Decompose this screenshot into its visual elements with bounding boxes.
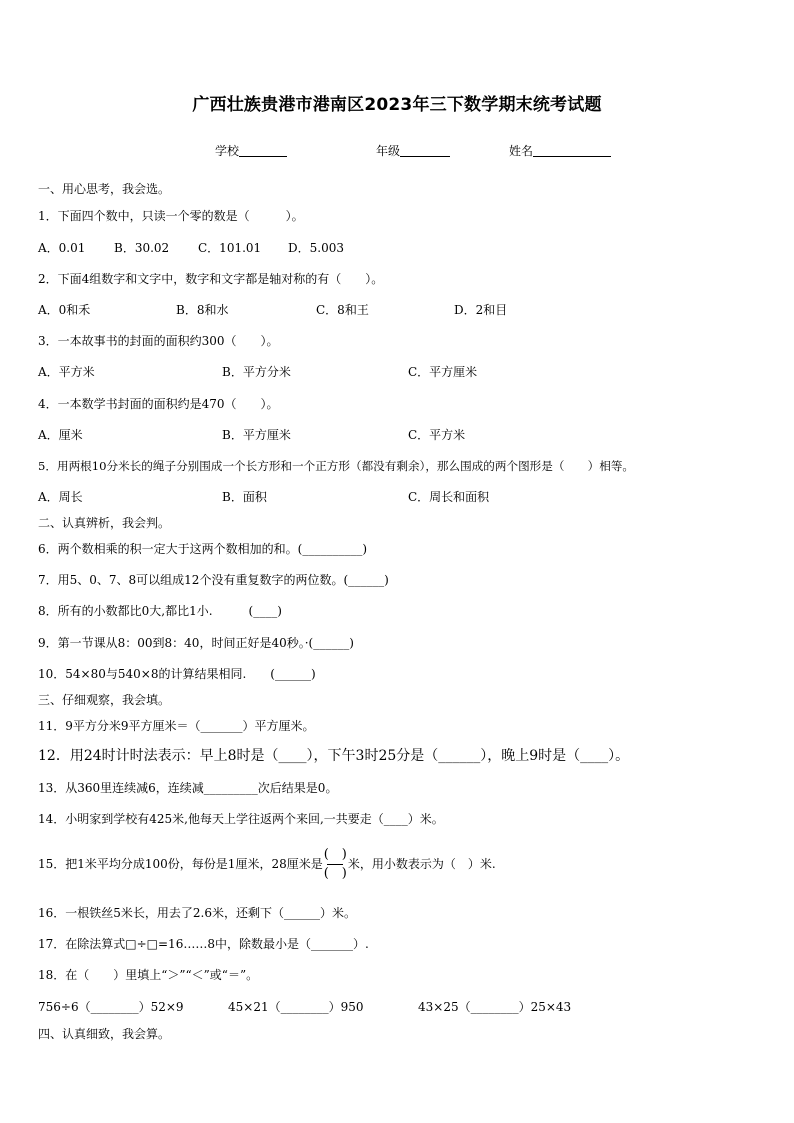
question-15 [38, 844, 496, 884]
question-18: 18．在（ ）里填上“＞”“＜”或“＝”。 [38, 968, 259, 982]
question-12: 12．用24时计时法表示：早上8时是（____），下午3时25分是（______），晚上9时是（____）。 [38, 748, 630, 764]
question-7: 7．用5、0、7、8可以组成12个没有重复数字的两位数。(______) [38, 573, 389, 587]
school-label: 学校 [215, 144, 240, 158]
question-11: 11．9平方分米9平方厘米＝（_______）平方厘米。 [38, 719, 315, 733]
q3-option-b: B．平方分米 [222, 365, 291, 379]
q5-option-a: A．周长 [38, 490, 83, 504]
grade-field [376, 142, 450, 159]
q2-option-b: B．8和水 [176, 303, 229, 317]
question-5: 5．用两根10分米长的绳子分别围成一个长方形和一个正方形（都没有剩余），那么围成的两个图形是（ ）相等。 [38, 459, 635, 473]
q15-text-b: 米，用小数表示为（ ）米. [347, 857, 496, 871]
question-16: 16．一根铁丝5米长，用去了2.6米，还剩下（______）米。 [38, 906, 356, 920]
q18-item-3: 43×25（________）25×43 [418, 1000, 572, 1014]
school-field [215, 142, 287, 159]
q2-option-d: D．2和目 [454, 303, 508, 317]
q15-fraction-top: ( ) [323, 847, 347, 862]
name-blank[interactable] [533, 144, 611, 157]
name-label: 姓名 [509, 144, 534, 158]
q5-option-b: B．面积 [222, 490, 267, 504]
q15-fraction [324, 846, 347, 883]
question-6: 6．两个数相乘的积一定大于这两个数相加的和。(__________) [38, 542, 367, 556]
q18-item-2: 45×21（________）950 [228, 1000, 364, 1014]
section-1-heading: 一、用心思考，我会选。 [38, 182, 171, 196]
section-3-heading: 三、仔细观察，我会填。 [38, 693, 171, 707]
question-2: 2．下面4组数字和文字中，数字和文字都是轴对称的有（ ）。 [38, 272, 384, 286]
q3-option-a: A．平方米 [38, 365, 95, 379]
q4-option-a: A．厘米 [38, 428, 83, 442]
question-9: 9．第一节课从8：00到8：40，时间正好是40秒。·(______) [38, 636, 354, 650]
q15-fraction-bottom: ( ) [323, 866, 347, 881]
q4-option-c: C．平方米 [408, 428, 466, 442]
question-3: 3．一本故事书的封面的面积约300（ ）。 [38, 334, 279, 348]
school-blank[interactable] [239, 144, 287, 157]
q4-option-b: B．平方厘米 [222, 428, 291, 442]
q1-option-d: D．5.003 [288, 241, 344, 255]
question-10: 10．54×80与540×8的计算结果相同. (______) [38, 667, 316, 681]
q1-option-a: A．0.01 [38, 241, 86, 255]
q2-option-a: A．0和禾 [38, 303, 91, 317]
question-13: 13．从360里连续减6，连续减_________次后结果是0。 [38, 781, 338, 795]
q1-option-c: C．101.01 [198, 241, 262, 255]
q2-option-c: C．8和王 [316, 303, 369, 317]
q18-item-1: 756÷6（________）52×9 [38, 1000, 184, 1014]
grade-label: 年级 [376, 144, 401, 158]
section-2-heading: 二、认真辨析，我会判。 [38, 516, 171, 530]
question-17: 17．在除法算式□÷□=16……8中，除数最小是（_______）. [38, 937, 369, 951]
question-1: 1．下面四个数中，只读一个零的数是（ ）。 [38, 209, 304, 223]
q3-option-c: C．平方厘米 [408, 365, 478, 379]
grade-blank[interactable] [400, 144, 450, 157]
page-title: 广西壮族贵港市港南区2023年三下数学期末统考试题 [192, 95, 602, 115]
name-field [509, 142, 611, 159]
q15-text-a: 15．把1米平均分成100份，每份是1厘米，28厘米是 [38, 857, 323, 871]
q5-option-c: C．周长和面积 [408, 490, 490, 504]
section-4-heading: 四、认真细致，我会算。 [38, 1027, 171, 1041]
question-14: 14．小明家到学校有425米,他每天上学往返两个来回,一共要走（____）米。 [38, 812, 444, 826]
question-8: 8．所有的小数都比0大,都比1小. (____) [38, 604, 282, 618]
question-4: 4．一本数学书封面的面积约是470（ ）。 [38, 397, 279, 411]
q1-option-b: B．30.02 [114, 241, 170, 255]
